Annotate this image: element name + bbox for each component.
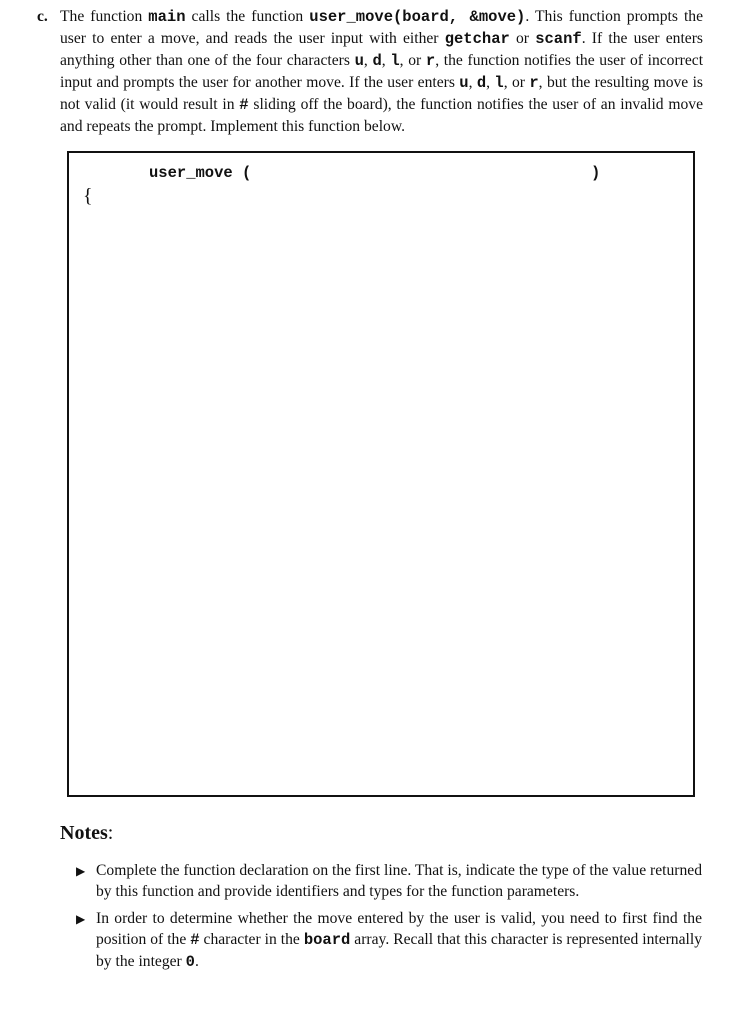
right-pointing-triangle-icon: ▶: [76, 912, 86, 926]
note-text-part: character in the: [199, 931, 304, 948]
notes-list: [76, 860, 702, 979]
code-zero: 0: [185, 953, 195, 971]
right-pointing-triangle-icon: ▶: [76, 864, 86, 878]
note-text-part: In order to determine whether the move entered by the user is valid, you need to first find the position of the: [96, 910, 702, 948]
code-char-d: d: [476, 74, 487, 92]
question-text-part: ,: [363, 52, 373, 69]
code-char-u: u: [354, 52, 364, 70]
code-char-r: r: [529, 74, 539, 92]
question-text-part: ,: [381, 52, 391, 69]
code-user-move-call: user_move(board, &move): [309, 8, 526, 26]
function-signature-start: user_move (: [149, 164, 252, 182]
note-item: [76, 908, 702, 973]
question-text-part: The function: [60, 8, 149, 25]
notes-heading-text: Notes: [60, 822, 108, 844]
code-hash: #: [190, 931, 200, 949]
question-text-part: . If the user enters anything other than one of the four characters: [60, 30, 703, 69]
code-getchar: getchar: [444, 30, 510, 48]
question-text: [60, 6, 703, 137]
open-brace: {: [83, 185, 93, 207]
question-text-part: ,: [468, 74, 477, 91]
answer-box[interactable]: [67, 151, 695, 797]
note-item: [76, 860, 702, 902]
notes-heading-colon: :: [107, 822, 114, 844]
note-text-part: array. Recall that this character is represented internally by the integer: [96, 931, 702, 970]
question-text-part: calls the function: [185, 8, 310, 25]
question-text-part: sliding off the board), the function notifies the user of an invalid move and repeats the prompt. Implement this function below.: [60, 96, 703, 135]
code-scanf: scanf: [535, 30, 582, 48]
question-letter: c.: [37, 8, 48, 25]
code-char-u: u: [459, 74, 469, 92]
question-text-part: , the function notifies the user of incorrect input and prompts the user for another move. If the user enters: [60, 52, 704, 91]
function-signature-end: ): [591, 164, 601, 182]
question-text-part: , but the resulting move is not valid (it would result in: [60, 74, 703, 113]
note-text: Complete the function declaration on the first line. That is, indicate the type of the value returned by this function and provide identifiers and types for the function parameters.: [96, 862, 702, 900]
note-text: [96, 910, 702, 970]
question-text-part: . This function prompts the user to enter a move, and reads the user input with either: [60, 8, 703, 47]
code-board: board: [303, 931, 351, 949]
question-text-part: or: [509, 30, 536, 47]
question-text-part: , or: [399, 52, 426, 69]
code-hash: #: [239, 96, 249, 114]
note-text-part: .: [194, 953, 199, 970]
code-char-d: d: [372, 52, 382, 70]
notes-heading: [60, 822, 113, 845]
question-text-part: , or: [503, 74, 530, 91]
question-c: [37, 6, 703, 137]
question-text-part: ,: [486, 74, 495, 91]
code-char-r: r: [425, 52, 436, 70]
code-char-l: l: [390, 52, 400, 70]
code-main: main: [148, 8, 186, 26]
code-char-l: l: [494, 74, 504, 92]
